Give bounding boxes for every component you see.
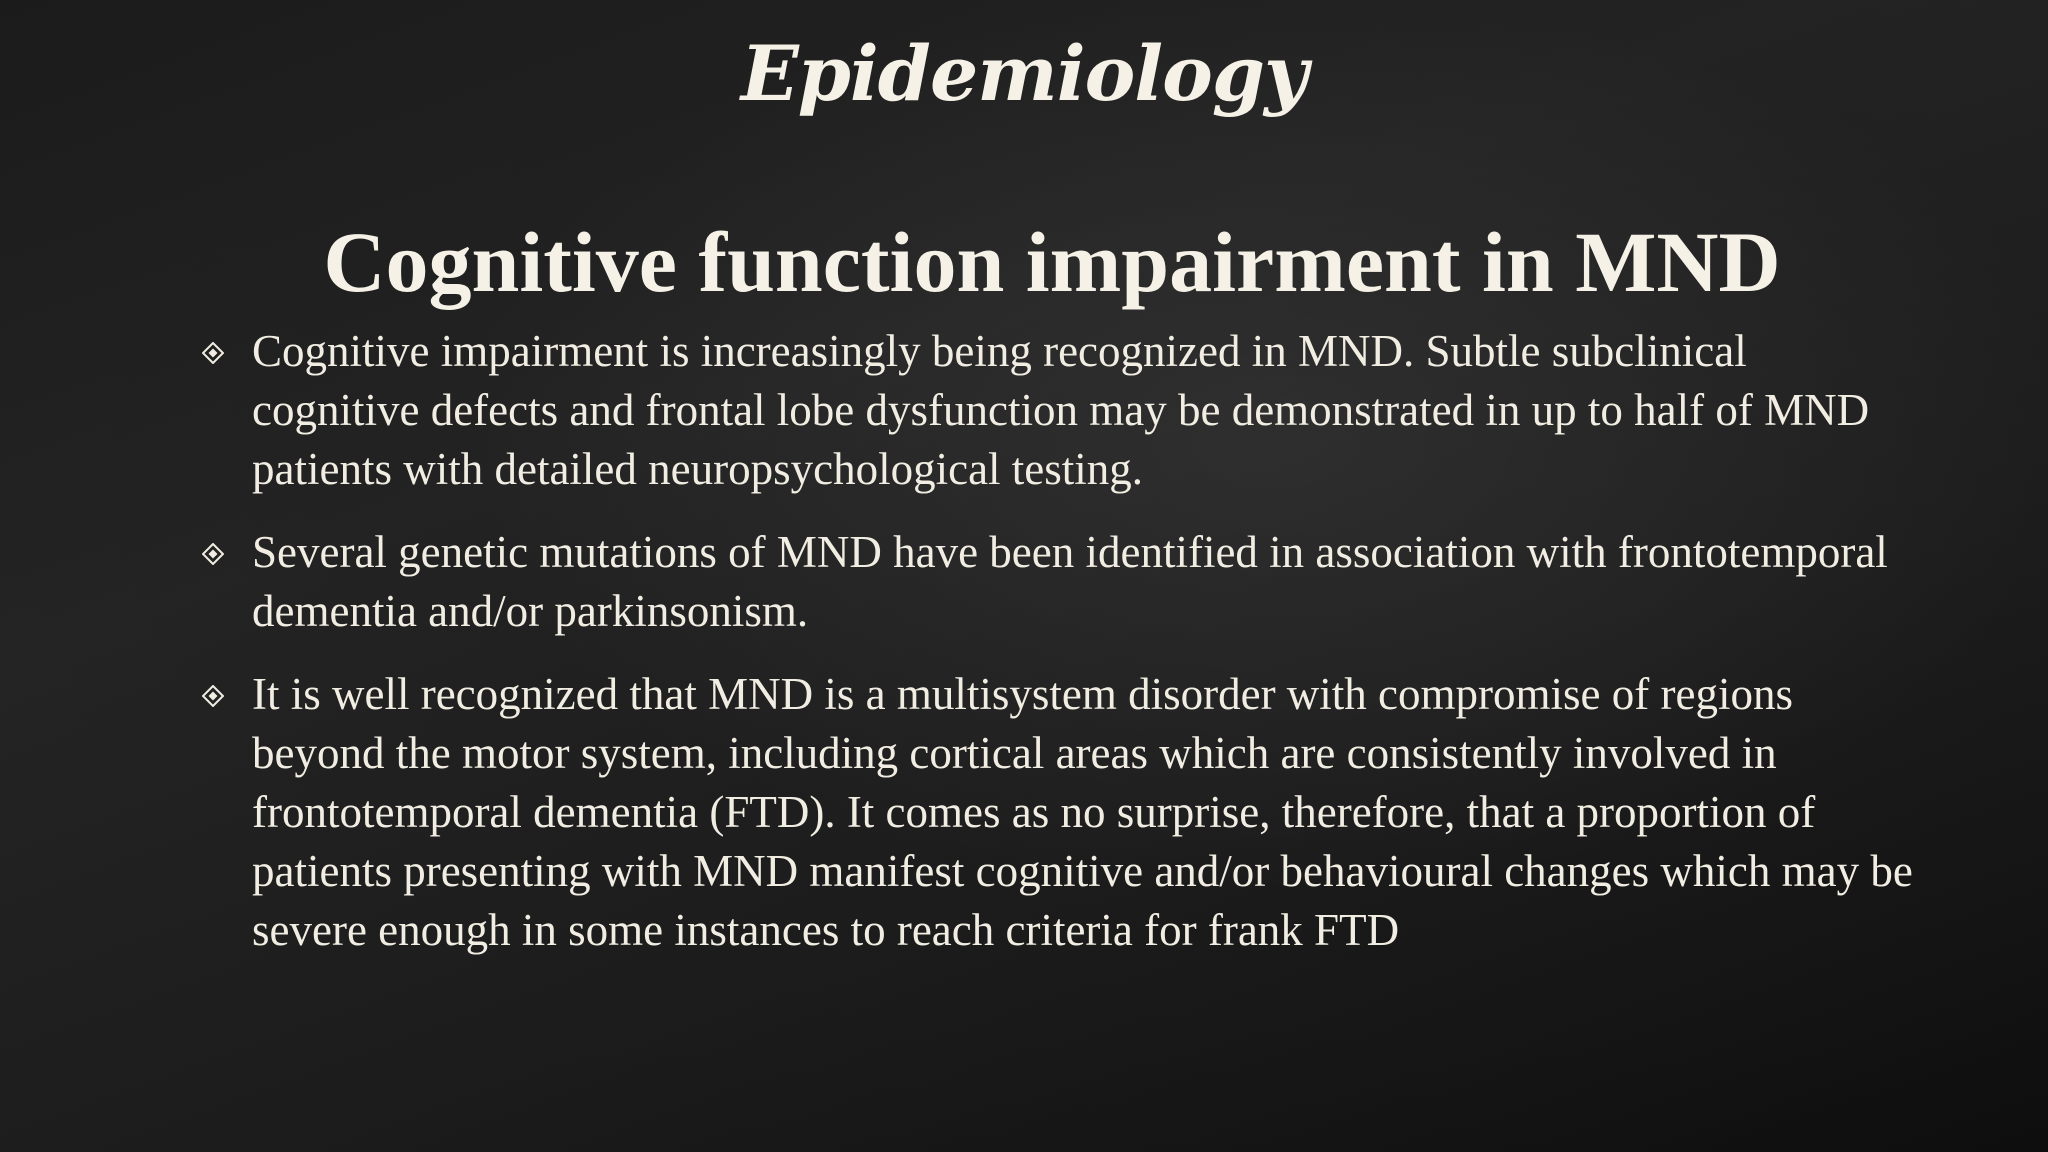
diamond-bullet-icon	[202, 342, 224, 364]
bullet-item	[200, 665, 1920, 960]
bullet-text: Cognitive impairment is increasingly being recognized in MND. Subtle subclinical cognitive defects and frontal lobe dysfunction may be demonstrated in up to half of MND patients with detailed neuropsychological testing.	[252, 326, 1870, 494]
slide-subtitle: Cognitive function impairment in MND	[323, 214, 1781, 310]
diamond-bullet-icon	[202, 543, 224, 565]
bullet-item	[200, 322, 1920, 499]
bullet-list	[200, 322, 1920, 984]
slide-title: Epidemiology	[740, 29, 1308, 118]
bullet-text: Several genetic mutations of MND have been identified in association with frontotemporal dementia and/or parkinsonism.	[252, 527, 1888, 636]
diamond-bullet-icon	[202, 685, 224, 707]
bullet-item	[200, 523, 1920, 641]
bullet-text: It is well recognized that MND is a multisystem disorder with compromise of regions beyond the motor system, including cortical areas which are consistently involved in frontotemporal dementia (FTD). It comes as no surprise, therefore, that a proportion of patients presenting with MND manifest cognitive and/or behavioural changes which may be severe enough in some instances to reach criteria for frank FTD	[252, 669, 1913, 955]
